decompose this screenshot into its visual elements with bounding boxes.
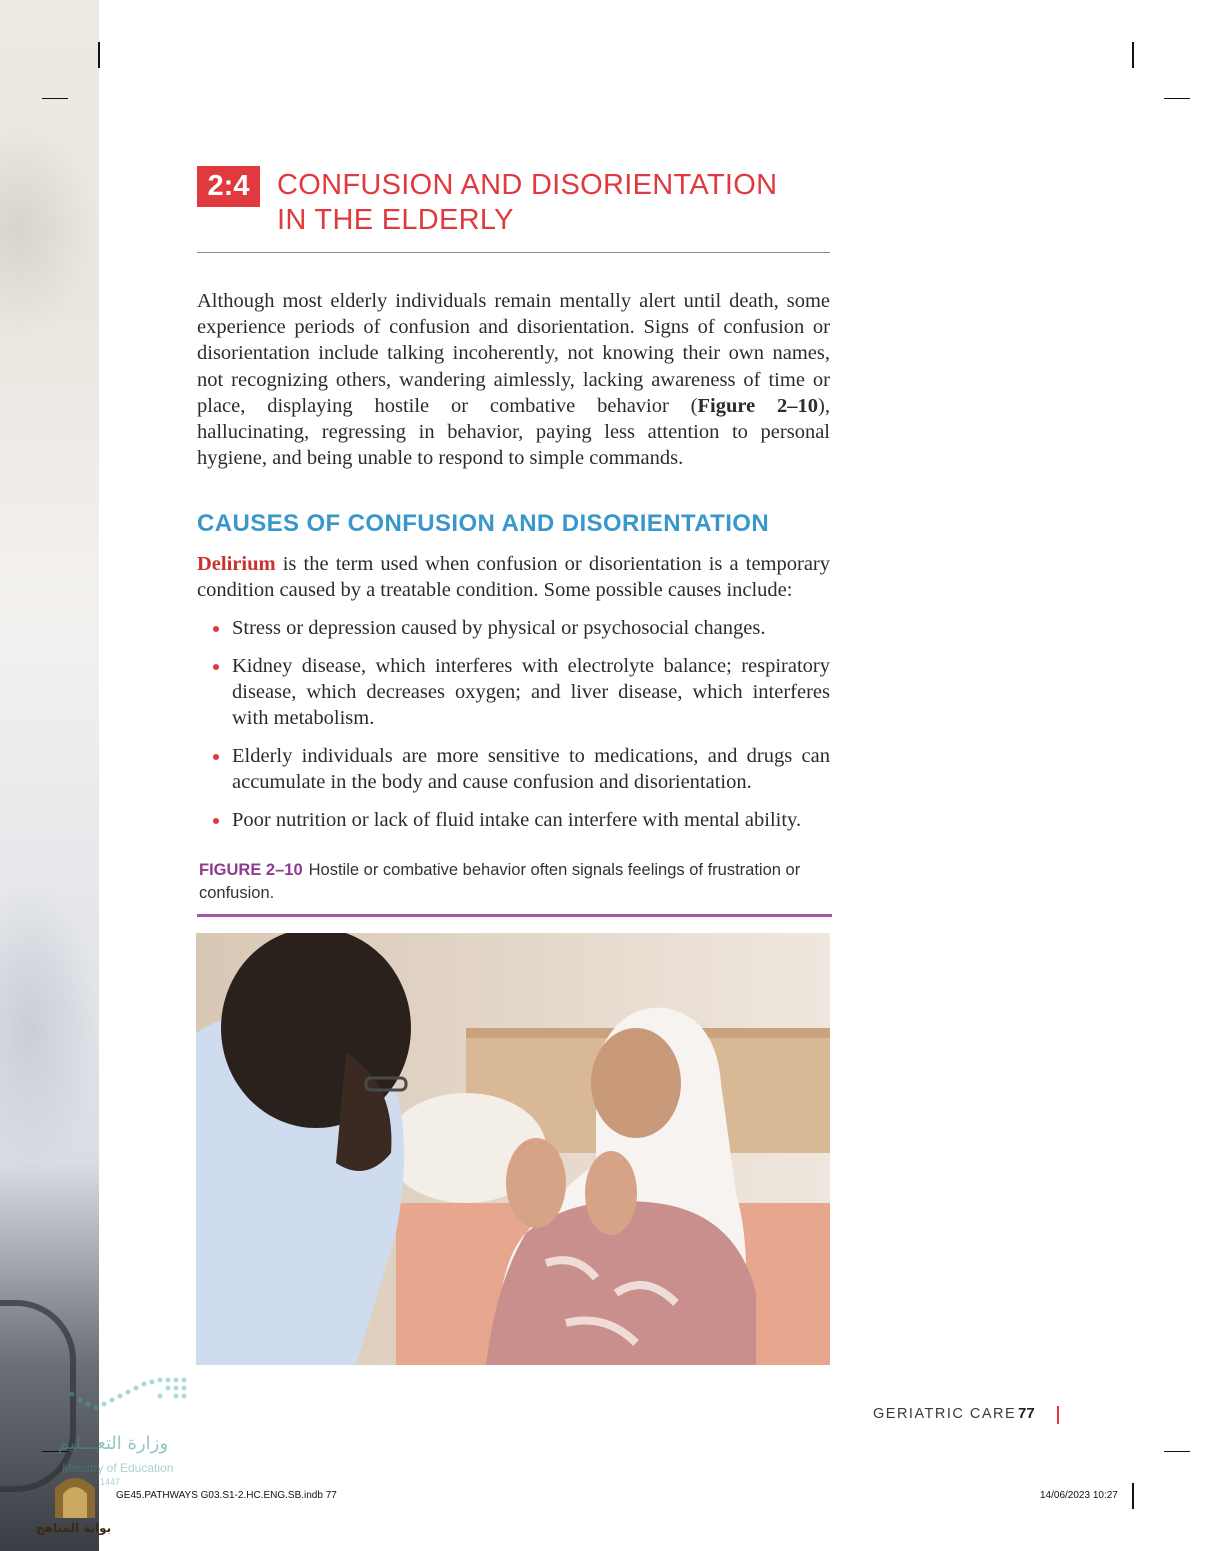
bullet-dot-icon [213,626,219,632]
ministry-logo-icon [62,1374,202,1424]
bullet-dot-icon [213,818,219,824]
ministry-watermark-arabic: وزارة التعـــليم [58,1433,169,1454]
intro-paragraph [197,288,830,471]
crop-mark [1164,98,1190,99]
figure-caption-text: Hostile or combative behavior often signals feelings of frustration or confusion. [199,861,801,902]
crop-mark [98,42,100,68]
delirium-paragraph [197,551,830,603]
watermark-year: 1447 [100,1477,121,1487]
running-title: GERIATRIC CARE [873,1406,1017,1422]
intro-text: ), hallucinating, regressing in behavior, paying less attention to personal hygiene, and being unable to respond to simple commands. [197,394,830,470]
fabric-fold [0,880,99,1180]
bullet-dot-icon [213,664,219,670]
face [591,1028,681,1138]
list-item [197,807,830,833]
figure-caption [199,859,829,905]
caption-divider [197,914,832,917]
list-item [197,615,830,641]
delirium-definition: is the term used when confusion or disorientation is a temporary condition caused by a treatable condition. Some possible causes include: [197,553,830,601]
list-item-text: Poor nutrition or lack of fluid intake can interfere with mental ability. [232,809,802,831]
background-photo-strip [0,0,99,1551]
section-title [277,168,837,238]
section-title-line: CONFUSION AND DISORIENTATION [277,169,778,201]
print-slug-date: 14/06/2023 10:27 [1040,1490,1118,1501]
fabric-fold [0,120,99,340]
raised-hand [506,1138,566,1228]
photo-illustration [196,933,830,1365]
page-marker [1057,1406,1059,1424]
list-item-text: Stress or depression caused by physical or psychosocial changes. [232,617,766,639]
causes-heading: CAUSES OF CONFUSION AND DISORIENTATION [197,510,770,537]
raised-hand [585,1151,637,1235]
figure-label: FIGURE 2–10 [199,861,303,879]
intro-text: Although most elderly individuals remain mentally alert until death, some experience periods of confusion and disorientation. Signs of confusion or disorientation include talking incoherently, not knowing their own names, not recognizing others, wandering aimlessly, lacking awareness of time or place, displaying hostile or combative behavior ( [197,290,830,417]
section-number-badge: 2:4 [197,166,260,207]
list-item [197,653,830,731]
causes-list [197,615,830,845]
crop-mark [1132,42,1134,68]
list-item-text: Elderly individuals are more sensitive to medications, and drugs can accumulate in the body and cause confusion and disorientation. [232,745,830,793]
list-item [197,743,830,795]
figure-photo [196,933,830,1365]
title-divider [197,252,830,253]
key-term-delirium: Delirium [197,553,276,575]
bullet-dot-icon [213,754,219,760]
portal-logo-icon [50,1468,100,1523]
crop-mark [42,98,68,99]
figure-reference: Figure 2–10 [697,394,819,417]
list-item-text: Kidney disease, which interferes with electrolyte balance; respiratory disease, which decreases oxygen; and liver disease, which interferes with metabolism. [232,655,830,729]
section-title-line: IN THE ELDERLY [277,204,514,236]
crop-mark [1164,1451,1190,1452]
page-number: 77 [1018,1405,1035,1422]
crop-mark [1132,1483,1134,1509]
print-slug-file: GE45.PATHWAYS G03.S1-2.HC.ENG.SB.indb 77 [116,1490,337,1501]
portal-label: بوابة المناهج [36,1521,112,1535]
ministry-watermark-english: Ministry of Education [62,1461,174,1475]
